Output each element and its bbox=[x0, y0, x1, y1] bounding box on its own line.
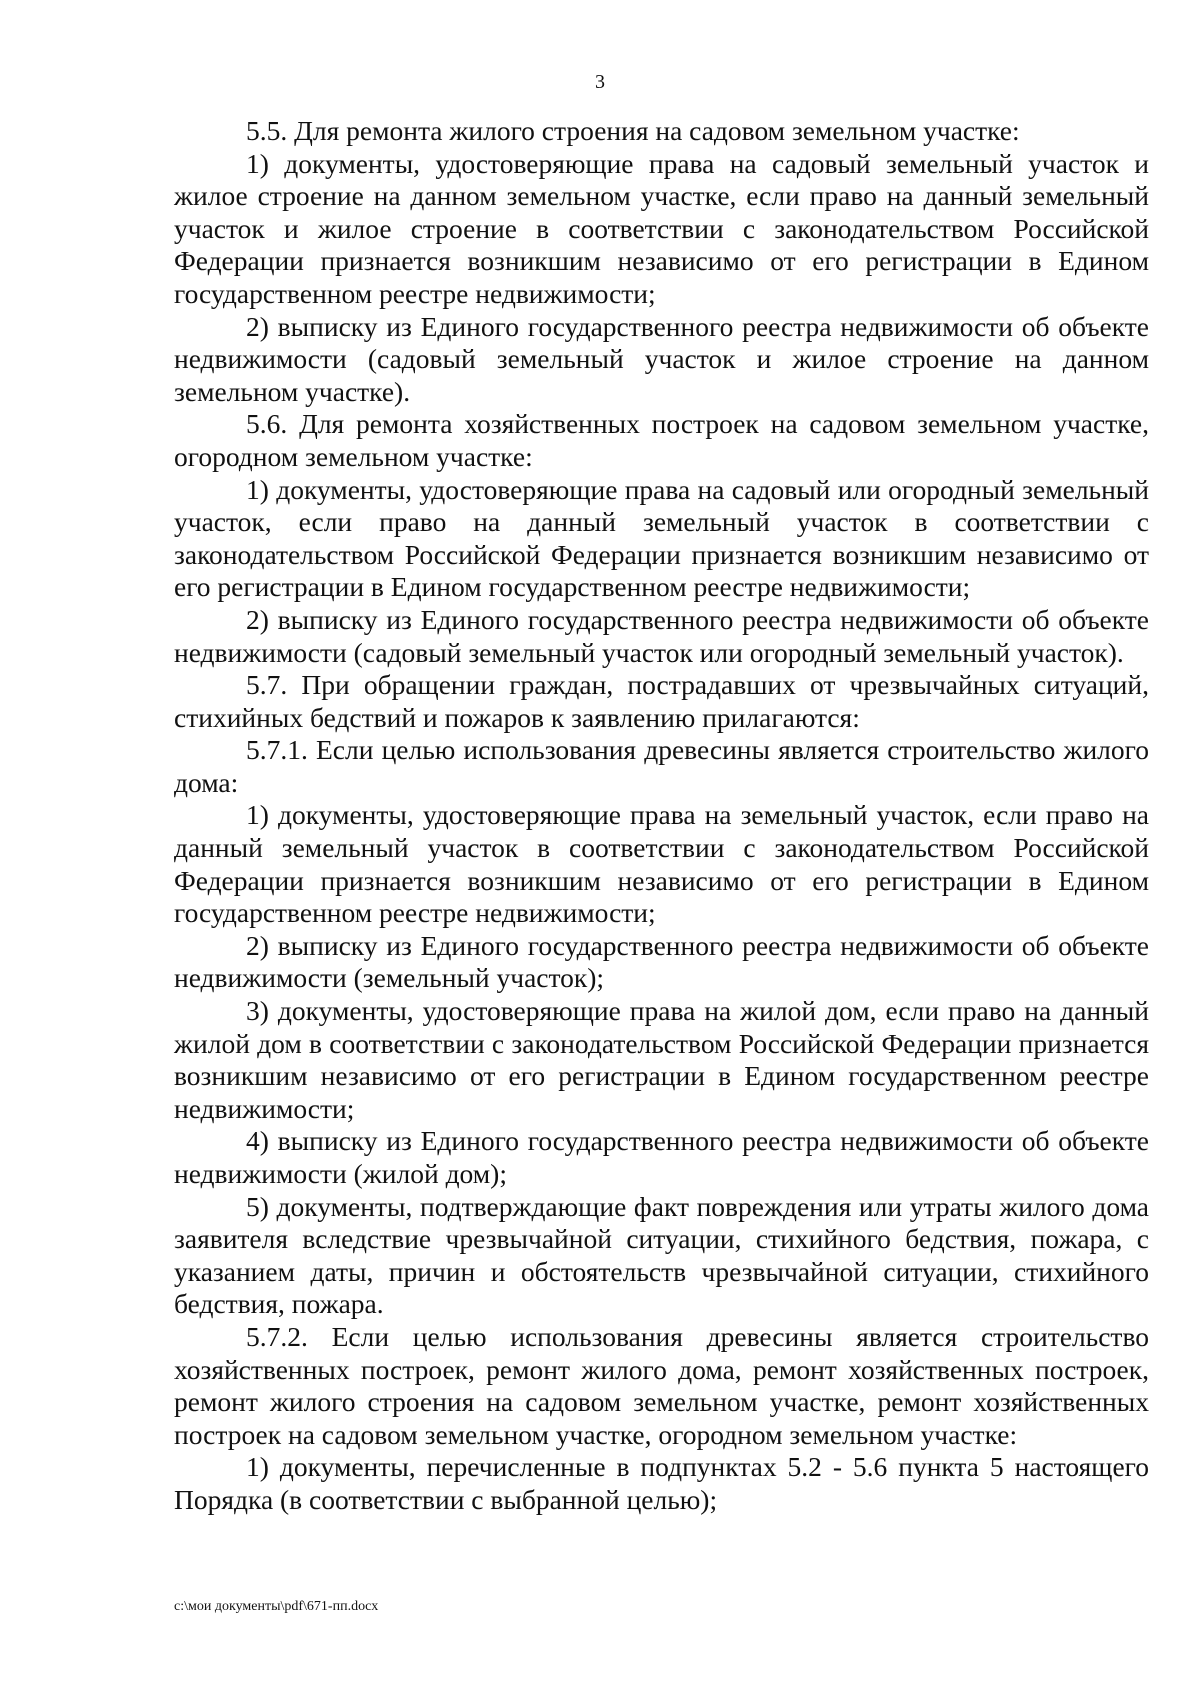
footer-file-path: c:\мои документы\pdf\671-пп.docx bbox=[174, 1599, 379, 1614]
paragraph-5-5: 5.5. Для ремонта жилого строения на садовом земельном участке: bbox=[246, 115, 1020, 146]
paragraph-5-7-1-item-4: 4) выписку из Единого государственного реестра недвижимости об объекте недвижимости (жилой дом); bbox=[174, 1125, 1149, 1189]
document-body bbox=[174, 115, 1149, 1517]
paragraph-5-7-1: 5.7.1. Если целью использования древесины является строительство жилого дома: bbox=[174, 734, 1149, 798]
paragraph-5-7-1-item-5: 5) документы, подтверждающие факт повреждения или утраты жилого дома заявителя вследствие чрезвычайной ситуации, стихийного бедствия, пожара, с указанием даты, причин и обстоятельств чрезвычайной ситуации, стихийного бедствия, пожара. bbox=[174, 1190, 1149, 1320]
paragraph-5-7-1-item-2: 2) выписку из Единого государственного реестра недвижимости об объекте недвижимости (земельный участок); bbox=[174, 929, 1149, 994]
paragraph-5-5-item-2: 2) выписку из Единого государственного реестра недвижимости об объекте недвижимости (садовый земельный участок и жилое строение на данном земельном участке). bbox=[174, 310, 1149, 407]
paragraph-5-6-item-2: 2) выписку из Единого государственного реестра недвижимости об объекте недвижимости (садовый земельный участок или огородный земельный участок). bbox=[174, 603, 1149, 668]
paragraph-5-6: 5.6. Для ремонта хозяйственных построек на садовом земельном участке, огородном земельном участке: bbox=[174, 408, 1149, 472]
paragraph-5-6-item-1: 1) документы, удостоверяющие права на садовый или огородный земельный участок, если право на данный земельный участок в соответствии с законодательством Российской Федерации признается возникшим независимо от его регистрации в Едином государственном реестре недвижимости; bbox=[174, 473, 1149, 603]
page-number: 3 bbox=[595, 71, 605, 93]
paragraph-5-7-2-item-1: 1) документы, перечисленные в подпунктах 5.2 - 5.6 пункта 5 настоящего Порядка (в соответствии с выбранной целью); bbox=[174, 1451, 1149, 1515]
paragraph-5-7-2: 5.7.2. Если целью использования древесины является строительство хозяйственных построек, ремонт жилого дома, ремонт хозяйственных построек, ремонт жилого строения на садовом земельном участке, ремонт хозяйственных построек на садовом земельном участке, огородном земельном участке: bbox=[174, 1320, 1149, 1450]
paragraph-5-7-1-item-3: 3) документы, удостоверяющие права на жилой дом, если право на данный жилой дом в соответствии с законодательством Российской Федерации признается возникшим независимо от его регистрации в Едином государственном реестре недвижимости; bbox=[174, 995, 1149, 1124]
paragraph-5-5-item-1: 1) документы, удостоверяющие права на садовый земельный участок и жилое строение на данном земельном участке, если право на данный земельный участок и жилое строение в соответствии с законодательством Российской Федерации признается возникшим независимо от его регистрации в Едином государственном реестре недвижимости; bbox=[174, 147, 1149, 309]
paragraph-5-7: 5.7. При обращении граждан, пострадавших от чрезвычайных ситуаций, стихийных бедствий и пожаров к заявлению прилагаются: bbox=[174, 669, 1149, 733]
paragraph-5-7-1-item-1: 1) документы, удостоверяющие права на земельный участок, если право на данный земельный участок в соответствии с законодательством Российской Федерации признается возникшим независимо от его регистрации в Едином государственном реестре недвижимости; bbox=[174, 799, 1149, 929]
